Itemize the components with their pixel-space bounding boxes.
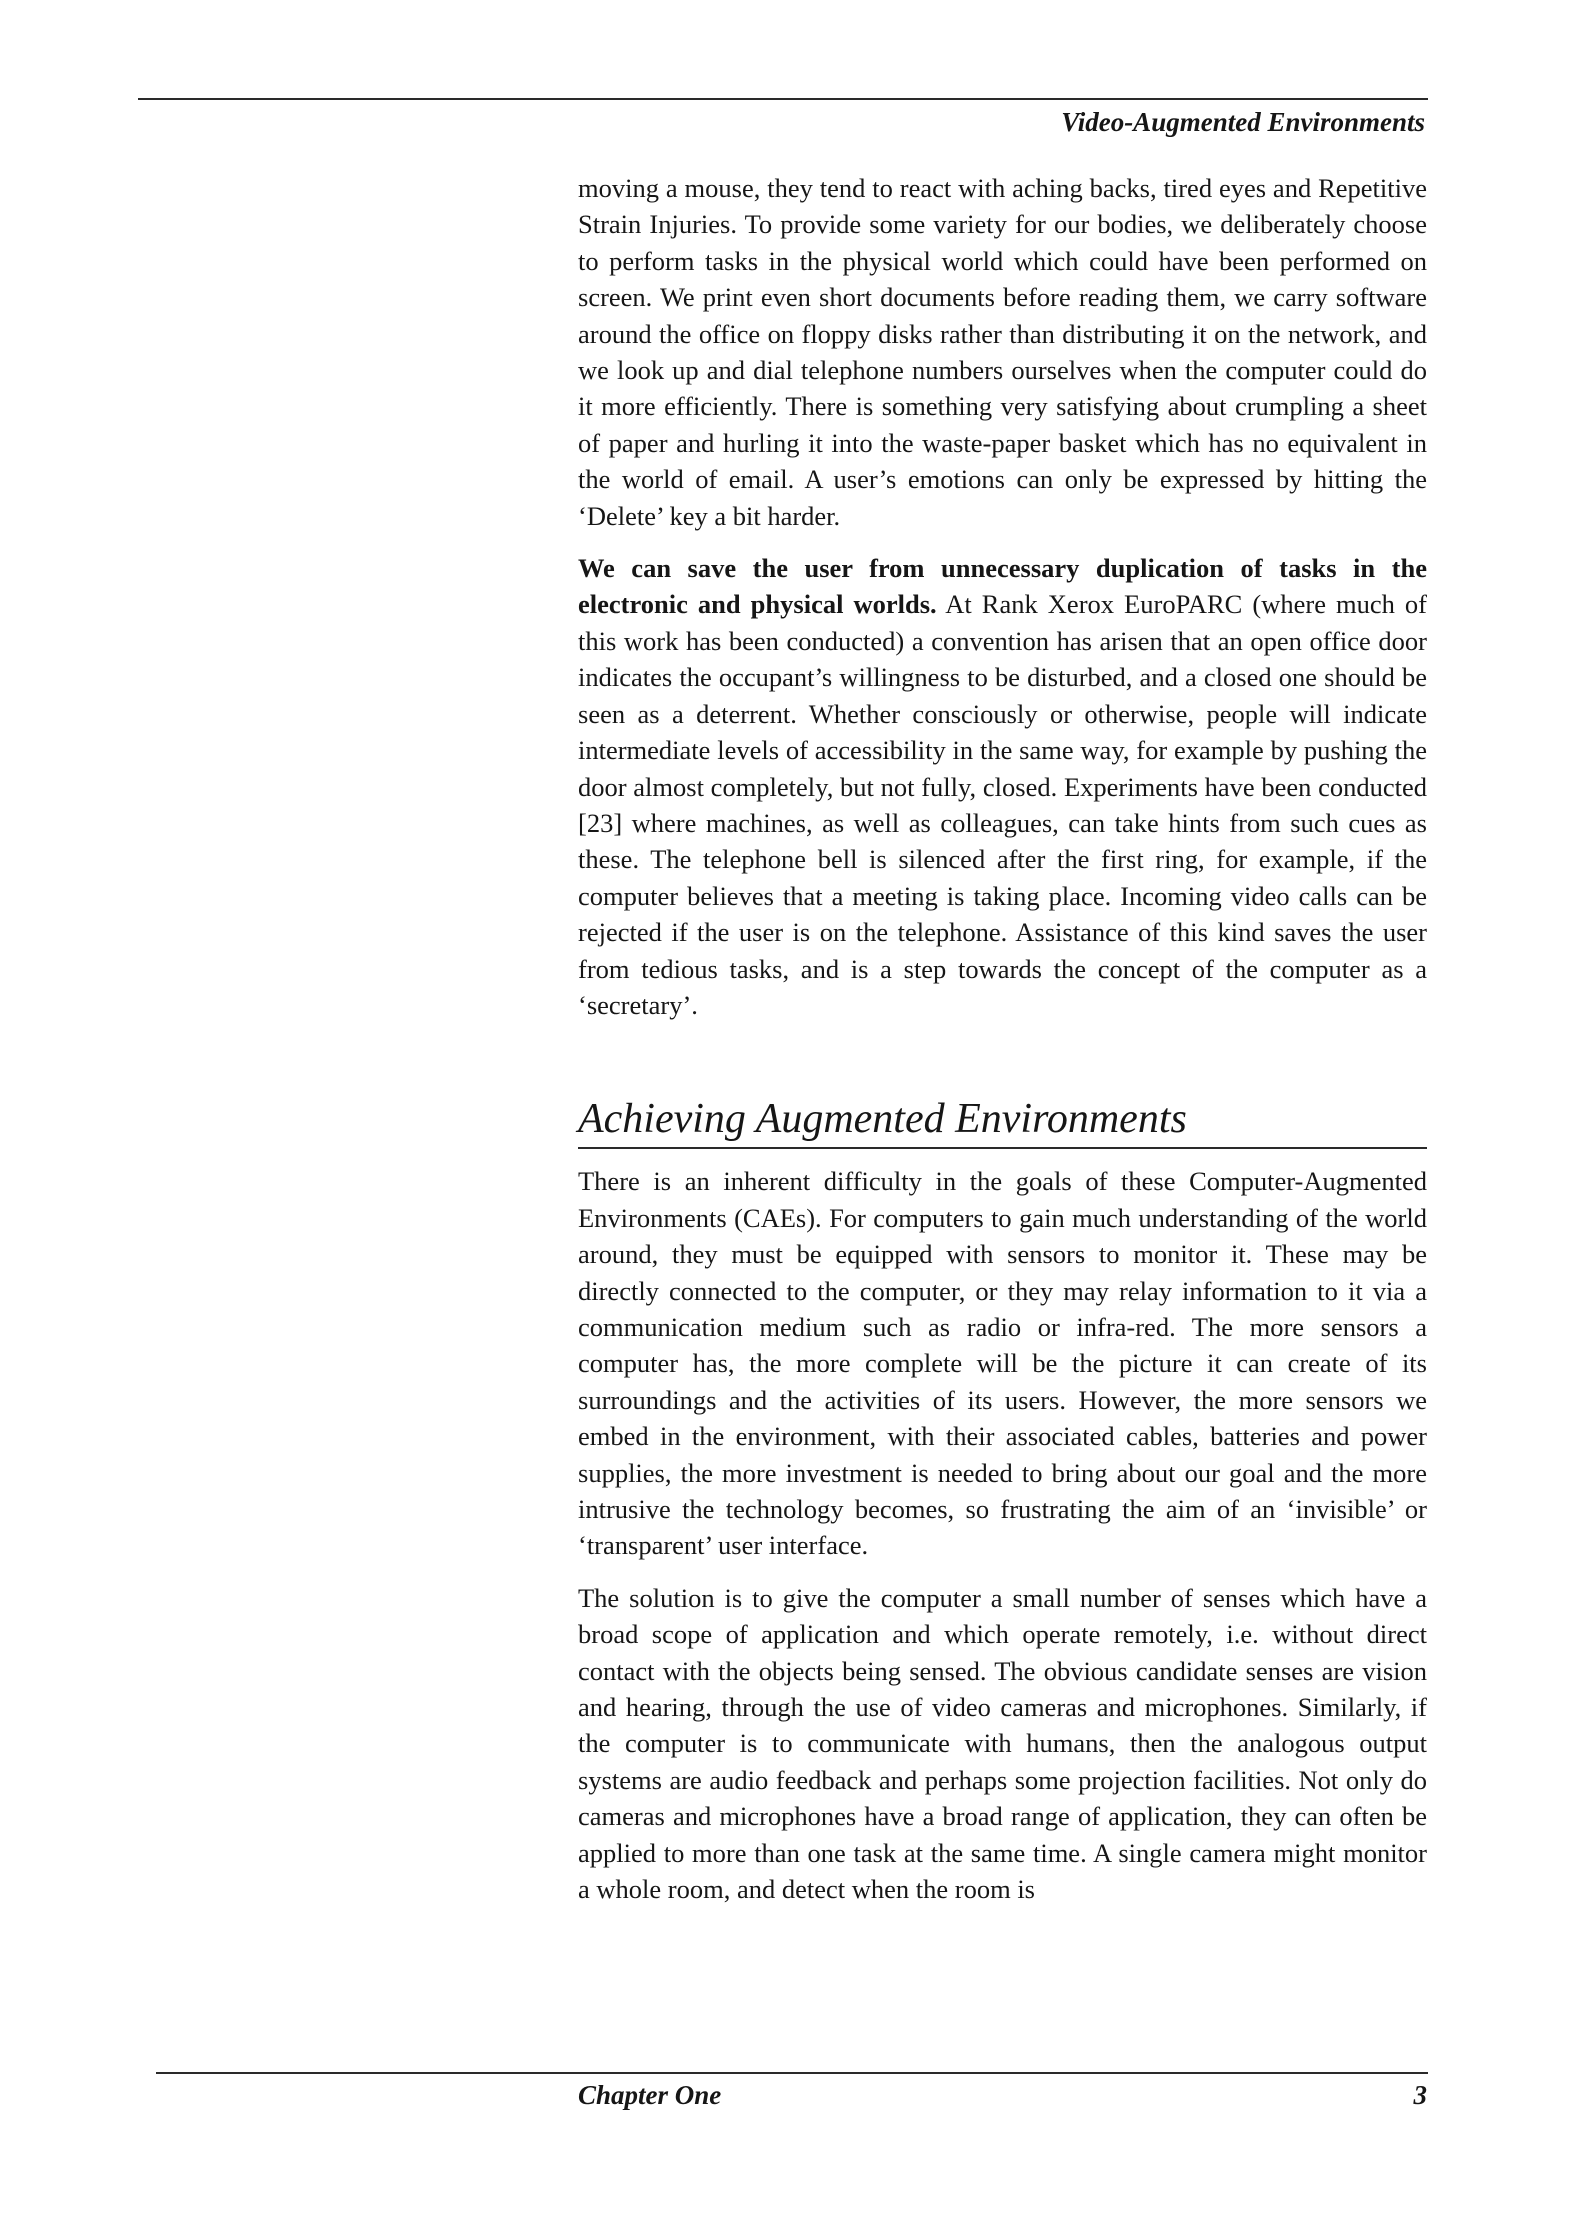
body-paragraph-1: moving a mouse, they tend to react with aching backs, tired eyes and Repetitive Strain Injuries. To provide some variety for our bodies, we deliberately choose to perform tasks in the physical world which could have been performed on screen. We print even short documents before reading them, we carry software around the office on floppy disks rather than distributing it on the network, and we look up and dial telephone numbers ourselves when the computer could do it more efficiently. There is something very satisfying about crumpling a sheet of paper and hurling it into the waste-paper basket which has no equivalent in the world of email. A user’s emotions can only be expressed by hitting the ‘Delete’ key a bit harder. <box>578 173 1427 531</box>
body-paragraph-2 <box>578 550 1427 1023</box>
paragraph-2-text: At Rank Xerox EuroPARC (where much of this work has been conducted) a convention has arisen that an open office door indicates the occupant’s willingness to be disturbed, and a closed one should be seen as a deterrent. Whether consciously or otherwise, people will indicate intermediate levels of accessibility in the same way, for example by pushing the door almost completely, but not fully, closed. Experiments have been conducted [23] where machines, as well as colleagues, can take hints from such cues as these. The telephone bell is silenced after the first ring, for example, if the computer believes that a meeting is taking place. Incoming video calls can be rejected if the user is on the telephone. Assistance of this kind saves the user from tedious tasks, and is a step towards the concept of the computer as a ‘secretary’. <box>578 589 1427 1020</box>
main-text-column <box>578 170 1427 1923</box>
running-title: Video-Augmented Environments <box>1061 107 1425 137</box>
body-paragraph-3: There is an inherent difficulty in the goals of these Computer-Augmented Environments (CAEs). For computers to gain much understanding of the world around, they must be equipped with sensors to monitor it. These may be directly connected to the computer, or they may relay information to it via a communication medium such as radio or infra-red. The more sensors a computer has, the more complete will be the picture it can create of its surroundings and the activities of its users. However, the more sensors we embed in the environment, with their associated cables, batteries and power supplies, the more investment is needed to bring about our goal and the more intrusive the technology becomes, so frustrating the aim of an ‘invisible’ or ‘transparent’ user interface. <box>578 1166 1427 1561</box>
paragraph-lead-sentence: We can save the user from unnecessary duplication of tasks in the electronic and physical worlds. <box>578 553 1427 620</box>
section-heading: Achieving Augmented Environments <box>578 1093 1427 1149</box>
header-rule <box>138 98 1428 100</box>
page-footer <box>578 2075 1427 2115</box>
body-paragraph-4: The solution is to give the computer a small number of senses which have a broad scope of application and which operate remotely, i.e. without direct contact with the objects being sensed. The obvious candidate senses are vision and hearing, through the use of video cameras and microphones. Similarly, if the computer is to communicate with humans, then the analogous output systems are audio feedback and perhaps some projection facilities. Not only do cameras and microphones have a broad range of application, they can often be applied to more than one task at the same time. A single camera might monitor a whole room, and detect when the room is <box>578 1582 1427 1905</box>
footer-rule <box>156 2072 1428 2074</box>
page-number: 3 <box>1413 2080 1427 2110</box>
chapter-label: Chapter One <box>578 2080 722 2110</box>
